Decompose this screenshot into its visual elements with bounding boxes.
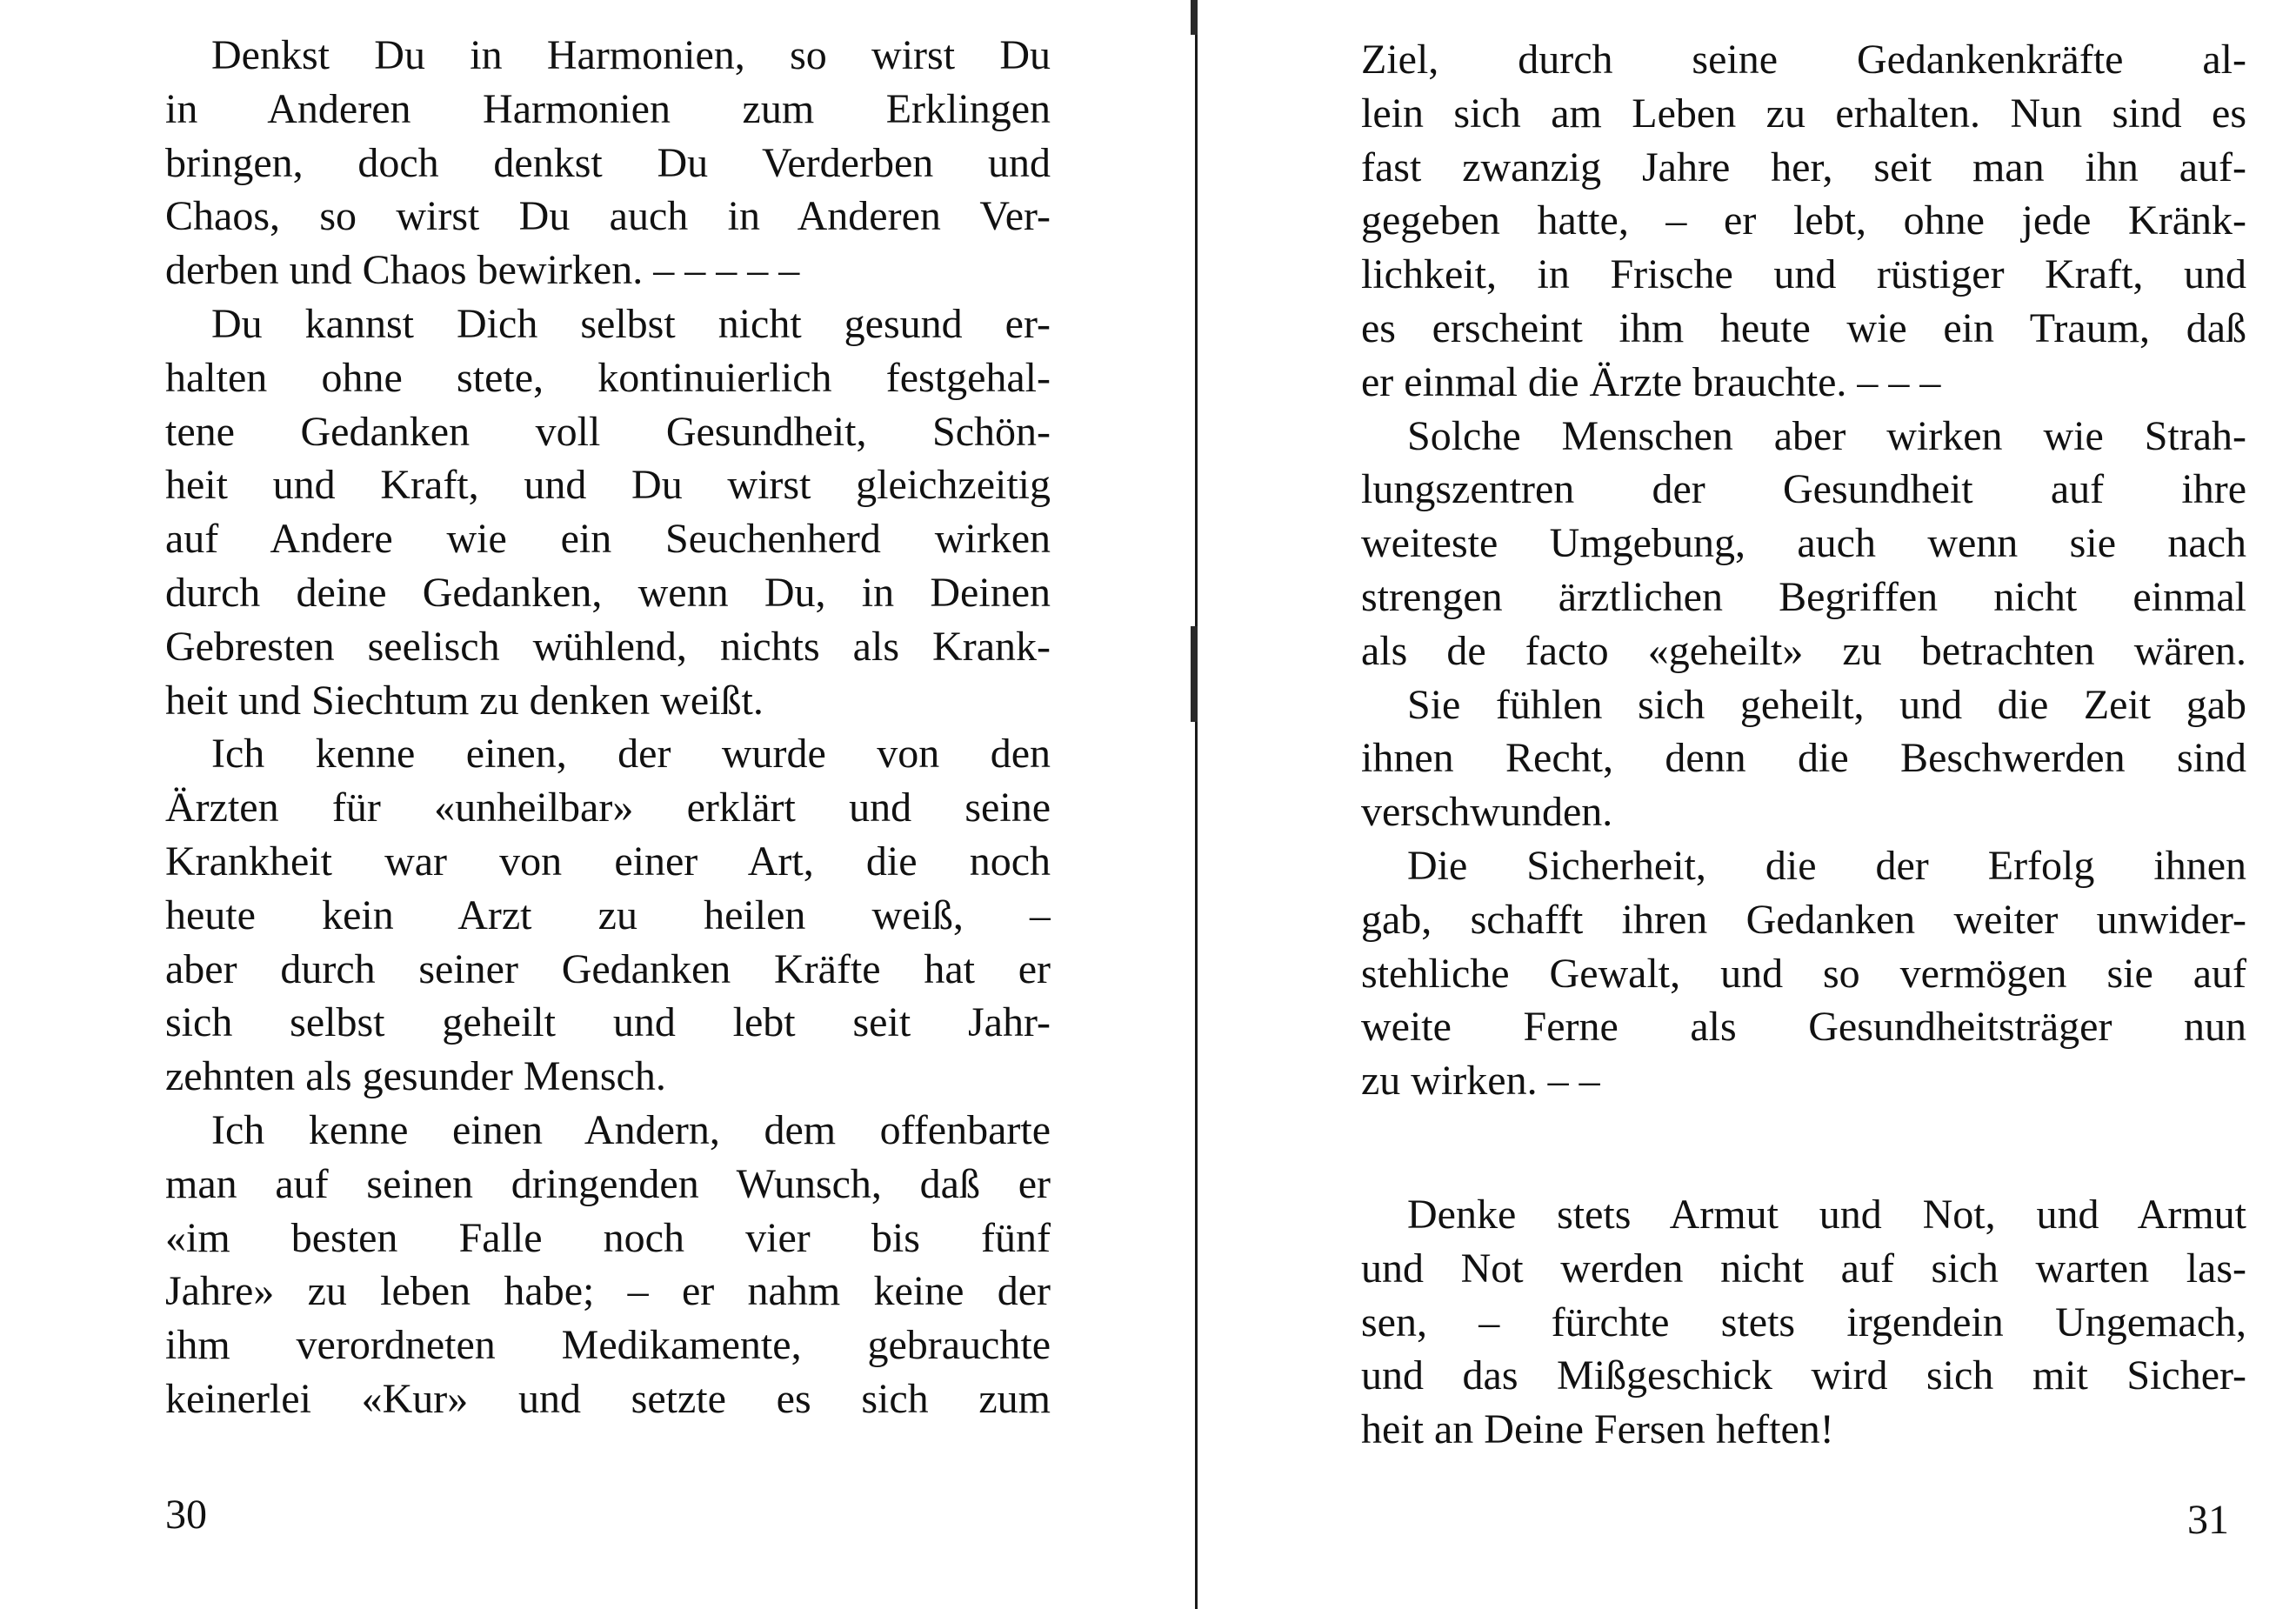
text-line: fast zwanzig Jahre her, seit man ihn auf- (1361, 144, 2246, 190)
text-line: auf Andere wie ein Seuchenherd wirken (165, 516, 1051, 563)
page-number-left: 30 (165, 1492, 207, 1538)
text-line: und das Mißgeschick wird sich mit Sicher- (1361, 1352, 2246, 1399)
text-line: gab, schafft ihren Gedanken weiter unwider- (1361, 896, 2246, 943)
text-line: zu wirken. – – (1361, 1058, 1600, 1105)
text-line: lein sich am Leben zu erhalten. Nun sind es (1361, 90, 2246, 137)
text-line: sen, – fürchte stets irgendein Ungemach, (1361, 1299, 2246, 1345)
text-line: Chaos, so wirst Du auch in Anderen Ver- (165, 193, 1051, 240)
text-line: heit und Siechtum zu denken weißt. (165, 677, 764, 724)
text-line: tene Gedanken voll Gesundheit, Schön- (165, 408, 1051, 455)
text-line: Du kannst Dich selbst nicht gesund er- (211, 300, 1051, 347)
section-spacer (1361, 1108, 2246, 1188)
text-line: verschwunden. (1361, 789, 1613, 836)
text-line: halten ohne stete, kontinuierlich festgehal- (165, 354, 1051, 401)
text-line: weite Ferne als Gesundheitsträger nun (1361, 1004, 2246, 1051)
text-line: Jahre» zu leben habe; – er nahm keine der (165, 1268, 1051, 1315)
gutter-shadow-top (1191, 0, 1198, 35)
text-line: lungszentren der Gesundheit auf ihre (1361, 466, 2246, 513)
text-line: Krankheit war von einer Art, die noch (165, 838, 1051, 885)
text-line: Ziel, durch seine Gedankenkräfte al- (1361, 37, 2246, 83)
text-line: Gebresten seelisch wühlend, nichts als Krank- (165, 623, 1051, 670)
gutter-shadow-mid (1191, 626, 1198, 722)
right-page (1200, 0, 2296, 1609)
text-line: man auf seinen dringenden Wunsch, daß er (165, 1160, 1051, 1207)
text-line: ihnen Recht, denn die Beschwerden sind (1361, 735, 2246, 782)
text-line: Ärzten für «unheilbar» erklärt und seine (165, 784, 1051, 831)
text-line: aber durch seiner Gedanken Kräfte hat er (165, 945, 1051, 992)
text-line: heute kein Arzt zu heilen weiß, – (165, 891, 1051, 938)
text-line: Die Sicherheit, die der Erfolg ihnen (1407, 842, 2246, 889)
text-line: und Not werden nicht auf sich warten las- (1361, 1245, 2246, 1292)
text-line: Denke stets Armut und Not, und Armut (1407, 1191, 2246, 1238)
right-page-text (1361, 33, 2246, 1457)
text-line: durch deine Gedanken, wenn Du, in Deinen (165, 569, 1051, 616)
text-line: «im besten Falle noch vier bis fünf (165, 1214, 1051, 1261)
text-line: ihm verordneten Medikamente, gebrauchte (165, 1322, 1051, 1369)
left-page-text (165, 29, 1051, 1426)
text-line: Solche Menschen aber wirken wie Strah- (1407, 412, 2246, 459)
text-line: es erscheint ihm heute wie ein Traum, daß (1361, 304, 2246, 351)
text-line: heit und Kraft, und Du wirst gleichzeitig (165, 462, 1051, 509)
page-number-right: 31 (2187, 1497, 2229, 1543)
text-line: Denkst Du in Harmonien, so wirst Du (211, 32, 1051, 78)
text-line: als de facto «geheilt» zu betrachten wären. (1361, 627, 2246, 674)
text-line: er einmal die Ärzte brauchte. – – – (1361, 358, 1941, 405)
text-line: weiteste Umgebung, auch wenn sie nach (1361, 520, 2246, 567)
text-line: in Anderen Harmonien zum Erklingen (165, 85, 1051, 132)
text-line: derben und Chaos bewirken. – – – – – (165, 247, 800, 294)
text-line: sich selbst geheilt und lebt seit Jahr- (165, 999, 1051, 1046)
text-line: keinerlei «Kur» und setzte es sich zum (165, 1375, 1051, 1422)
text-line: strengen ärztlichen Begriffen nicht einmal (1361, 573, 2246, 620)
text-line: gegeben hatte, – er lebt, ohne jede Kränk- (1361, 197, 2246, 244)
text-line: bringen, doch denkst Du Verderben und (165, 139, 1051, 186)
book-gutter (1195, 0, 1198, 1609)
text-line: zehnten als gesunder Mensch. (165, 1053, 666, 1100)
text-line: Ich kenne einen Andern, dem offenbarte (211, 1106, 1051, 1153)
text-line: Sie fühlen sich geheilt, und die Zeit gab (1407, 681, 2246, 728)
text-line: stehliche Gewalt, und so vermögen sie auf (1361, 950, 2246, 997)
text-line: Ich kenne einen, der wurde von den (211, 731, 1051, 778)
text-line: heit an Deine Fersen heften! (1361, 1406, 1834, 1453)
text-line: lichkeit, in Frische und rüstiger Kraft, und (1361, 251, 2246, 298)
